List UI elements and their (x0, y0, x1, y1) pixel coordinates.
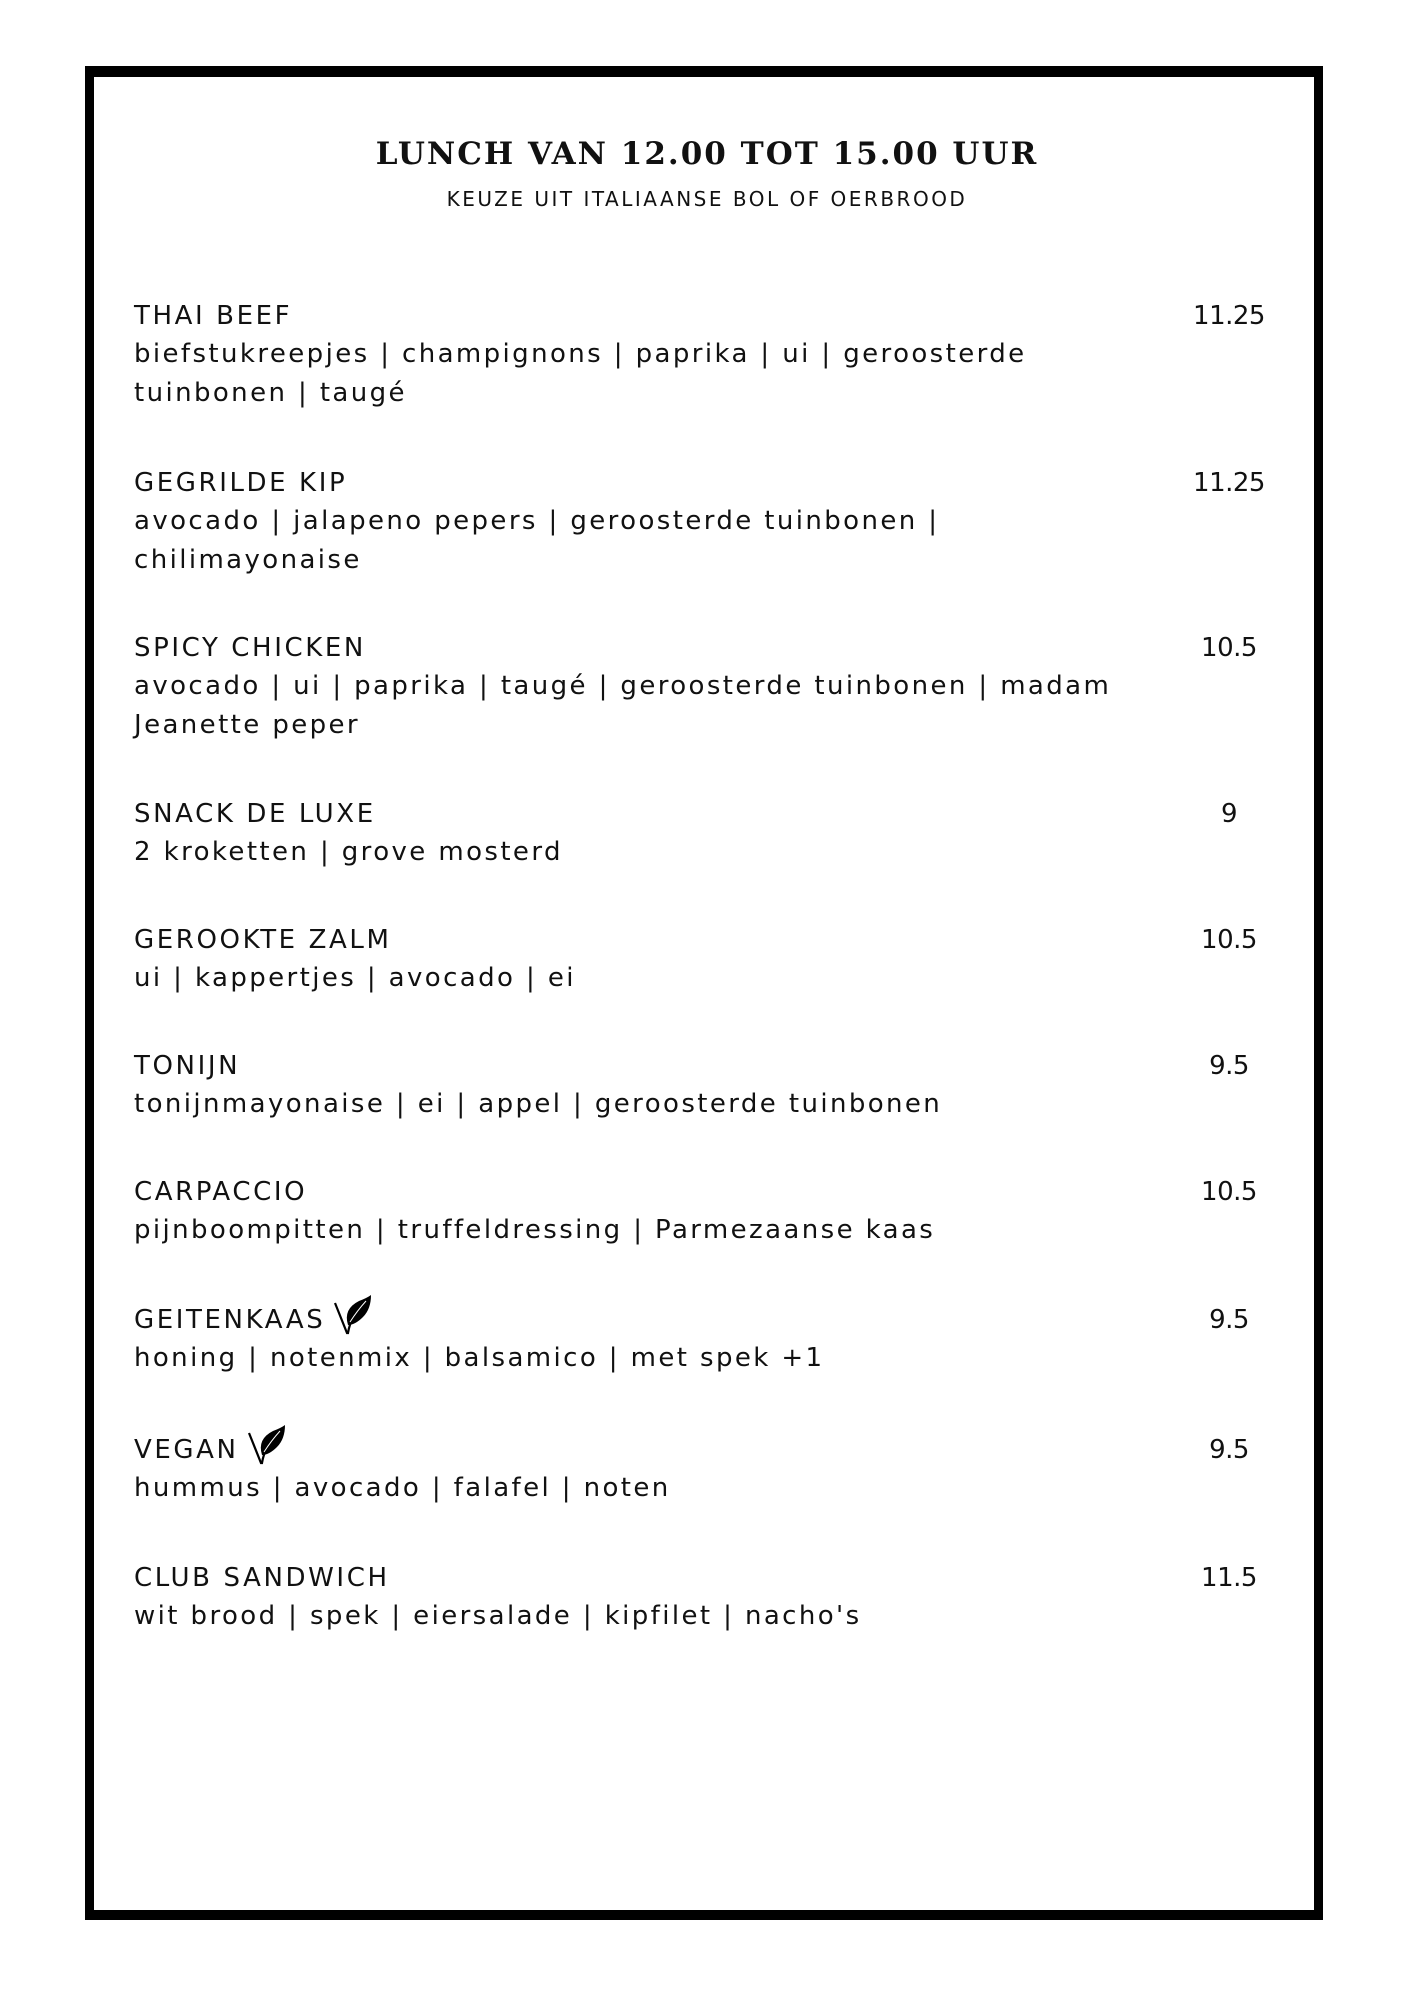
menu-item-price: 9.5 (1209, 1435, 1249, 1465)
menu-item-description: 2 kroketten | grove mosterd (134, 837, 563, 867)
vegetarian-leaf-icon (333, 1295, 373, 1337)
menu-item-price: 11.25 (1193, 301, 1265, 331)
menu-item-description: tonijnmayonaise | ei | appel | geroosterde tuinbonen (134, 1089, 943, 1119)
menu-item-name: TONIJN (134, 1051, 241, 1081)
menu-item-price: 9 (1220, 799, 1238, 829)
menu-item-price: 9.5 (1209, 1051, 1249, 1081)
menu-item (134, 921, 1274, 998)
menu-item-price: 10.5 (1201, 633, 1257, 663)
menu-item-description: hummus | avocado | falafel | noten (134, 1473, 671, 1503)
menu-item-price: 11.5 (1201, 1563, 1257, 1593)
menu-item (134, 1559, 1274, 1636)
menu-item-price: 11.25 (1193, 468, 1265, 498)
menu-item-name: GEGRILDE KIP (134, 468, 348, 498)
menu-item-name: VEGAN (134, 1431, 1274, 1469)
menu-item-description: biefstukreepjes | champignons | paprika | ui | geroosterde tuinbonen | taugé (134, 339, 1027, 408)
menu-item-name: GEITENKAAS (134, 1301, 1274, 1339)
menu-item-description: avocado | jalapeno pepers | geroosterde tuinbonen | chilimayonaise (134, 506, 940, 575)
menu-item-price: 9.5 (1209, 1305, 1249, 1335)
menu-item (134, 297, 1274, 413)
menu-item-description: wit brood | spek | eiersalade | kipfilet | nacho's (134, 1601, 862, 1631)
menu-item (134, 1173, 1274, 1250)
menu-subtitle: KEUZE UIT ITALIAANSE BOL OF OERBROOD (446, 187, 968, 211)
vegetarian-leaf-icon (247, 1425, 287, 1467)
menu-item-name: CARPACCIO (134, 1177, 308, 1207)
menu-item-name: SNACK DE LUXE (134, 799, 376, 829)
menu-item-name: CLUB SANDWICH (134, 1563, 390, 1593)
menu-item-description: pijnboompitten | truffeldressing | Parmezaanse kaas (134, 1215, 936, 1245)
menu-item (134, 464, 1274, 580)
menu-item-name: SPICY CHICKEN (134, 633, 366, 663)
menu-title: LUNCH VAN 12.00 TOT 15.00 UUR (375, 136, 1039, 172)
menu-item (134, 629, 1274, 745)
menu-item (134, 795, 1274, 872)
menu-item-name: THAI BEEF (134, 301, 293, 331)
menu-item-name: GEROOKTE ZALM (134, 925, 392, 955)
menu-item (134, 1047, 1274, 1124)
menu-item-price: 10.5 (1201, 1177, 1257, 1207)
menu-item-description: avocado | ui | paprika | taugé | geroosterde tuinbonen | madam Jeanette peper (134, 671, 1112, 740)
menu-item-description: ui | kappertjes | avocado | ei (134, 963, 576, 993)
menu-item (134, 1301, 1274, 1378)
menu-item-price: 10.5 (1201, 925, 1257, 955)
menu-item (134, 1431, 1274, 1508)
menu-item-description: honing | notenmix | balsamico | met spek +1 (134, 1343, 825, 1373)
